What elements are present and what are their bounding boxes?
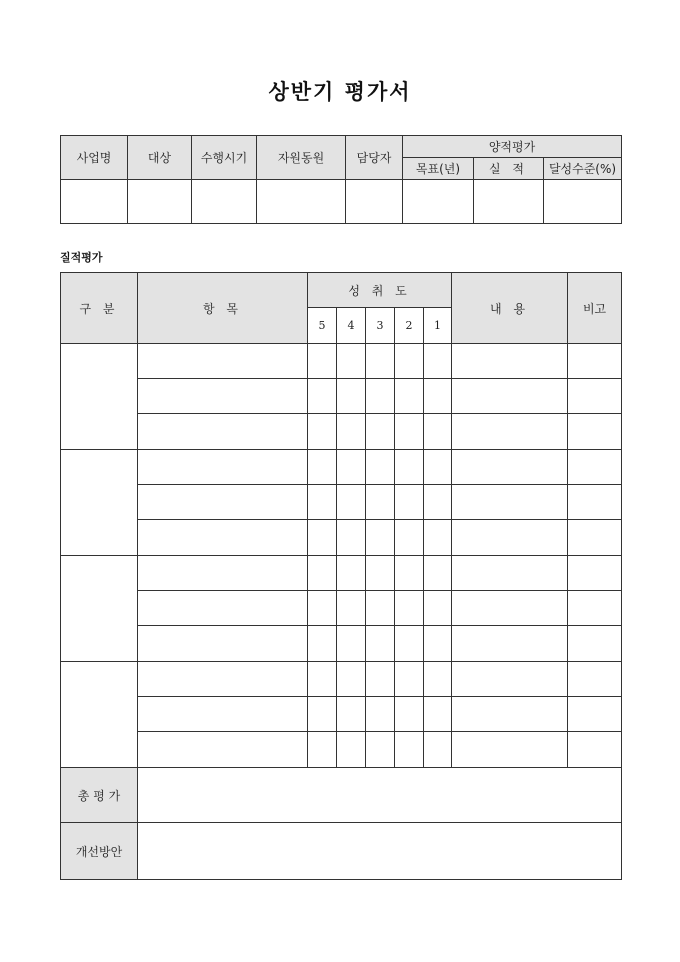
note-cell[interactable] <box>568 344 622 379</box>
header-quantitative: 양적평가 <box>403 136 622 158</box>
score-cell[interactable] <box>308 732 337 768</box>
item-cell[interactable] <box>138 520 308 556</box>
section-qualitative-label: 질적평가 <box>60 251 103 264</box>
note-cell[interactable] <box>568 485 622 520</box>
score-cell[interactable] <box>424 626 452 662</box>
score-cell[interactable] <box>395 520 424 556</box>
summary-input-row <box>61 180 622 224</box>
item-cell[interactable] <box>138 591 308 626</box>
score-cell[interactable] <box>395 732 424 768</box>
note-cell[interactable] <box>568 697 622 732</box>
table-row <box>61 450 622 485</box>
score-cell[interactable] <box>424 379 452 414</box>
score-cell[interactable] <box>366 520 395 556</box>
content-cell[interactable] <box>452 414 568 450</box>
result-cell[interactable] <box>474 180 544 224</box>
score-cell[interactable] <box>366 379 395 414</box>
score-cell[interactable] <box>424 414 452 450</box>
header-item: 항 목 <box>138 273 308 344</box>
item-cell[interactable] <box>138 732 308 768</box>
target-cell[interactable] <box>128 180 192 224</box>
overall-row <box>61 768 622 823</box>
goal-cell[interactable] <box>403 180 474 224</box>
note-cell[interactable] <box>568 662 622 697</box>
score-cell[interactable] <box>395 697 424 732</box>
score-cell[interactable] <box>366 485 395 520</box>
score-cell[interactable] <box>308 520 337 556</box>
content-cell[interactable] <box>452 556 568 591</box>
score-cell[interactable] <box>424 662 452 697</box>
score-cell[interactable] <box>424 450 452 485</box>
header-achievement-rate: 달성수준(%) <box>544 158 622 180</box>
score-cell[interactable] <box>424 485 452 520</box>
score-cell[interactable] <box>366 556 395 591</box>
category-cell[interactable] <box>61 344 138 450</box>
content-cell[interactable] <box>452 732 568 768</box>
scale-3: 3 <box>366 308 395 344</box>
header-note: 비고 <box>568 273 622 344</box>
header-period: 수행시기 <box>192 136 257 180</box>
item-cell[interactable] <box>138 626 308 662</box>
improvement-row <box>61 823 622 880</box>
score-cell[interactable] <box>337 626 366 662</box>
item-cell[interactable] <box>138 344 308 379</box>
score-cell[interactable] <box>395 662 424 697</box>
item-cell[interactable] <box>138 379 308 414</box>
score-cell[interactable] <box>395 556 424 591</box>
header-result: 실 적 <box>474 158 544 180</box>
table-row <box>61 379 622 414</box>
score-cell[interactable] <box>337 344 366 379</box>
item-cell[interactable] <box>138 450 308 485</box>
item-cell[interactable] <box>138 485 308 520</box>
score-cell[interactable] <box>337 732 366 768</box>
scale-5: 5 <box>308 308 337 344</box>
score-cell[interactable] <box>308 591 337 626</box>
score-cell[interactable] <box>337 556 366 591</box>
score-cell[interactable] <box>337 697 366 732</box>
table-row <box>61 662 622 697</box>
score-cell[interactable] <box>395 485 424 520</box>
table-row <box>61 626 622 662</box>
score-cell[interactable] <box>308 344 337 379</box>
score-cell[interactable] <box>337 485 366 520</box>
table-row <box>61 344 622 379</box>
content-cell[interactable] <box>452 379 568 414</box>
score-cell[interactable] <box>337 591 366 626</box>
table-row <box>61 414 622 450</box>
note-cell[interactable] <box>568 520 622 556</box>
table-row <box>61 697 622 732</box>
header-category: 구 분 <box>61 273 138 344</box>
content-cell[interactable] <box>452 591 568 626</box>
content-cell[interactable] <box>452 662 568 697</box>
note-cell[interactable] <box>568 591 622 626</box>
score-cell[interactable] <box>366 450 395 485</box>
business-name-cell[interactable] <box>61 180 128 224</box>
content-cell[interactable] <box>452 485 568 520</box>
score-cell[interactable] <box>366 626 395 662</box>
score-cell[interactable] <box>424 556 452 591</box>
note-cell[interactable] <box>568 414 622 450</box>
score-cell[interactable] <box>337 520 366 556</box>
header-resources: 자원동원 <box>257 136 346 180</box>
score-cell[interactable] <box>308 414 337 450</box>
item-cell[interactable] <box>138 697 308 732</box>
resources-cell[interactable] <box>257 180 346 224</box>
note-cell[interactable] <box>568 556 622 591</box>
score-cell[interactable] <box>366 591 395 626</box>
score-cell[interactable] <box>308 697 337 732</box>
score-cell[interactable] <box>308 556 337 591</box>
score-cell[interactable] <box>424 732 452 768</box>
score-cell[interactable] <box>337 662 366 697</box>
score-cell[interactable] <box>395 344 424 379</box>
category-cell[interactable] <box>61 450 138 556</box>
score-cell[interactable] <box>395 626 424 662</box>
improvement-label: 개선방안 <box>61 823 138 880</box>
score-cell[interactable] <box>337 414 366 450</box>
item-cell[interactable] <box>138 662 308 697</box>
table-row <box>61 485 622 520</box>
achievement-rate-cell[interactable] <box>544 180 622 224</box>
qualitative-table <box>60 272 622 880</box>
content-cell[interactable] <box>452 697 568 732</box>
note-cell[interactable] <box>568 732 622 768</box>
content-cell[interactable] <box>452 520 568 556</box>
header-goal: 목표(년) <box>403 158 474 180</box>
table-row <box>61 591 622 626</box>
score-cell[interactable] <box>366 662 395 697</box>
manager-cell[interactable] <box>346 180 403 224</box>
header-manager: 담당자 <box>346 136 403 180</box>
score-cell[interactable] <box>308 379 337 414</box>
score-cell[interactable] <box>395 591 424 626</box>
note-cell[interactable] <box>568 626 622 662</box>
score-cell[interactable] <box>366 414 395 450</box>
score-cell[interactable] <box>308 450 337 485</box>
score-cell[interactable] <box>337 379 366 414</box>
category-cell[interactable] <box>61 662 138 768</box>
scale-1: 1 <box>424 308 452 344</box>
score-cell[interactable] <box>308 626 337 662</box>
score-cell[interactable] <box>395 414 424 450</box>
scale-2: 2 <box>395 308 424 344</box>
score-cell[interactable] <box>424 591 452 626</box>
table-row <box>61 732 622 768</box>
header-content: 내 용 <box>452 273 568 344</box>
improvement-cell[interactable] <box>138 823 622 880</box>
score-cell[interactable] <box>395 379 424 414</box>
header-business-name: 사업명 <box>61 136 128 180</box>
overall-label: 총 평 가 <box>61 768 138 823</box>
score-cell[interactable] <box>395 450 424 485</box>
category-cell[interactable] <box>61 556 138 662</box>
period-cell[interactable] <box>192 180 257 224</box>
item-cell[interactable] <box>138 556 308 591</box>
header-achievement: 성 취 도 <box>308 273 452 308</box>
score-cell[interactable] <box>366 344 395 379</box>
table-row <box>61 520 622 556</box>
score-cell[interactable] <box>366 697 395 732</box>
content-cell[interactable] <box>452 344 568 379</box>
score-cell[interactable] <box>308 485 337 520</box>
note-cell[interactable] <box>568 450 622 485</box>
summary-table <box>60 135 622 224</box>
item-cell[interactable] <box>138 414 308 450</box>
score-cell[interactable] <box>308 662 337 697</box>
score-cell[interactable] <box>424 697 452 732</box>
overall-cell[interactable] <box>138 768 622 823</box>
score-cell[interactable] <box>424 344 452 379</box>
header-target: 대상 <box>128 136 192 180</box>
note-cell[interactable] <box>568 379 622 414</box>
scale-4: 4 <box>337 308 366 344</box>
content-cell[interactable] <box>452 626 568 662</box>
score-cell[interactable] <box>424 520 452 556</box>
page-title: 상반기 평가서 <box>268 79 412 104</box>
table-row <box>61 556 622 591</box>
score-cell[interactable] <box>337 450 366 485</box>
score-cell[interactable] <box>366 732 395 768</box>
content-cell[interactable] <box>452 450 568 485</box>
